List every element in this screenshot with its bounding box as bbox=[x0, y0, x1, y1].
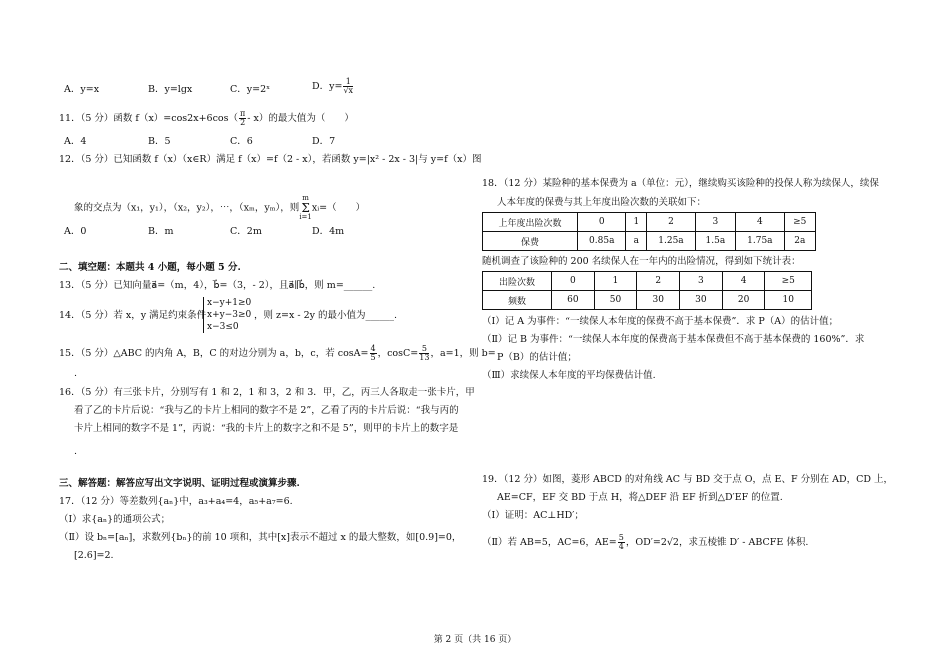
q11-option-a: A．4 bbox=[64, 136, 87, 147]
table-cell: 3 bbox=[695, 213, 735, 232]
table-row bbox=[483, 291, 812, 310]
table-cell: ≥5 bbox=[784, 213, 815, 232]
table-cell: 30 bbox=[680, 291, 723, 310]
q17-line2: （Ⅰ）求{aₙ}的通项公式； bbox=[59, 514, 171, 525]
table-cell: 20 bbox=[722, 291, 765, 310]
q14-constraint-3: x−3≤0 bbox=[207, 322, 239, 332]
q18-line1: 18．（12 分）某险种的基本保费为 a（单位：元），继续购买该险种的投保人称为续保人，续保 bbox=[482, 178, 879, 189]
q14-stem-post: ，则 z=x - 2y 的最小值为______. bbox=[254, 310, 398, 321]
table-cell: 0 bbox=[552, 272, 595, 291]
q19-line2: AE=CF，EF 交 BD 于点 H，将△DEF 沿 EF 折到△D′EF 的位置. bbox=[497, 492, 783, 503]
q14-constraint-2: x+y−3≥0 bbox=[207, 310, 252, 320]
table-cell: 4 bbox=[736, 213, 784, 232]
table-cell: 1.75a bbox=[736, 232, 784, 251]
table-cell: 2 bbox=[647, 213, 695, 232]
q18-line2: 人本年度的保费与其上年度出险次数的关联如下： bbox=[497, 197, 707, 208]
q12-option-b: B．m bbox=[148, 226, 174, 237]
table-cell: 0 bbox=[578, 213, 626, 232]
q18-line6: P（B）的估计值； bbox=[497, 352, 577, 363]
q19-line3: （Ⅰ）证明：AC⊥HD′； bbox=[482, 510, 584, 521]
q10-option-c: C．y=2ˣ bbox=[230, 84, 271, 95]
q19-line1: 19．（12 分）如图，菱形 ABCD 的对角线 AC 与 BD 交于点 O，点 E、F 分别在 AD，CD 上， bbox=[482, 474, 893, 485]
q10-option-d: D．y= $\frac{1}{√x}$ bbox=[312, 77, 354, 95]
q16-line3: 卡片上相同的数字不是 1”，丙说：“我的卡片上的数字之和不是 5”，则甲的卡片上的数字是 bbox=[74, 423, 459, 434]
q11-stem: 11．（5 分）函数 f（x）=cos2x+6cos（ $\frac{\pi}{2}$ - x）的最大值为（ ） bbox=[59, 109, 354, 127]
q18-line5: （Ⅱ）记 B 为事件：“一续保人本年度的保费高于基本保费但不高于基本保费的 160%”．求 bbox=[482, 334, 865, 345]
table-cell: a bbox=[626, 232, 647, 251]
table-cell: 保费 bbox=[483, 232, 578, 251]
q13-stem: 13．（5 分）已知向量a⃗=（m，4），b⃗=（3，- 2），且a⃗∥b⃗，则 m=______. bbox=[59, 280, 376, 291]
q14-stem-pre: 14．（5 分）若 x，y 满足约束条件 bbox=[59, 310, 207, 321]
table-cell: 0.85a bbox=[578, 232, 626, 251]
q12-option-d: D．4m bbox=[312, 226, 345, 237]
q16-line1: 16．（5 分）有三张卡片，分别写有 1 和 2，1 和 3，2 和 3．甲，乙，丙三人各取走一张卡片，甲 bbox=[59, 387, 475, 398]
q15-end: . bbox=[74, 368, 78, 379]
q18-line4: （Ⅰ）记 A 为事件：“一续保人本年度的保费不高于基本保费”．求 P（A）的估计值； bbox=[482, 316, 839, 327]
table-row bbox=[483, 232, 816, 251]
table-cell: 30 bbox=[637, 291, 680, 310]
table-cell: 上年度出险次数 bbox=[483, 213, 578, 232]
table-row bbox=[483, 272, 812, 291]
table-cell: 频数 bbox=[483, 291, 552, 310]
frequency-table bbox=[482, 271, 812, 310]
q18-line3: 随机调查了该险种的 200 名续保人在一年内的出险情况，得到如下统计表： bbox=[482, 256, 801, 267]
q16-line4: . bbox=[74, 446, 78, 457]
q17-line1: 17．（12 分）等差数列{aₙ}中，a₃+a₄=4，a₅+a₇=6. bbox=[59, 496, 293, 507]
table-cell: 2a bbox=[784, 232, 815, 251]
q10-option-a: A．y=x bbox=[64, 84, 100, 95]
q16-line2: 看了乙的卡片后说：“我与乙的卡片上相同的数字不是 2”，乙看了丙的卡片后说：“我与丙的 bbox=[74, 405, 459, 416]
table-cell: 4 bbox=[722, 272, 765, 291]
table-cell: 1 bbox=[626, 213, 647, 232]
table-cell: 1.25a bbox=[647, 232, 695, 251]
table-cell: 10 bbox=[765, 291, 812, 310]
table-cell: 2 bbox=[637, 272, 680, 291]
q18-line7: （Ⅲ）求续保人本年度的平均保费估计值. bbox=[482, 370, 656, 381]
q14-constraint-1: x−y+1≥0 bbox=[207, 298, 252, 308]
q12-line2: 象的交点为（x₁，y₁），（x₂，y₂），⋯，（xₘ，yₘ），则m Σ i=1xᵢ=（ ） bbox=[74, 194, 366, 221]
q19-line4: （Ⅱ）若 AB=5，AC=6，AE= $\frac{5}{4}$ ，OD′=2√2，求五棱锥 D′ - ABCFE 体积. bbox=[482, 533, 809, 551]
q12-line1: 12．（5 分）已知函数 f（x）（x∈R）满足 f（x）=f（2 - x），若函数 y=|x² - 2x - 3|与 y=f（x）图 bbox=[59, 154, 482, 165]
q17-line3: （Ⅱ）设 bₙ=[aₙ]，求数列{bₙ}的前 10 项和，其中[x]表示不超过 x 的最大整数，如[0.9]=0， bbox=[59, 532, 462, 543]
q11-option-b: B．5 bbox=[148, 136, 171, 147]
q15-stem: 15．（5 分）△ABC 的内角 A，B，C 的对边分别为 a，b，c，若 cosA= $\frac{4}{5}$ ，cosC= $\frac{5}{13}$ ，a=1，则 b= bbox=[59, 344, 496, 362]
table-cell: 1 bbox=[594, 272, 637, 291]
table-cell: 出险次数 bbox=[483, 272, 552, 291]
q10-option-b: B．y=lgx bbox=[148, 84, 193, 95]
premium-table bbox=[482, 212, 816, 251]
table-cell: 3 bbox=[680, 272, 723, 291]
page-footer: 第 2 页（共 16 页） bbox=[433, 635, 517, 645]
q12-option-a: A．0 bbox=[64, 226, 87, 237]
table-cell: 1.5a bbox=[695, 232, 735, 251]
q12-option-c: C．2m bbox=[230, 226, 262, 237]
q11-option-d: D．7 bbox=[312, 136, 336, 147]
table-cell: 50 bbox=[594, 291, 637, 310]
q11-option-c: C．6 bbox=[230, 136, 253, 147]
table-cell: 60 bbox=[552, 291, 595, 310]
table-cell: ≥5 bbox=[765, 272, 812, 291]
q14-constraints bbox=[203, 297, 251, 333]
section-solution-title: 三、解答题：解答应写出文字说明、证明过程或演算步骤. bbox=[59, 478, 300, 489]
section-fill-in-title: 二、填空题：本题共 4 小题，每小题 5 分. bbox=[59, 262, 241, 273]
q17-line4: [2.6]=2. bbox=[74, 550, 114, 561]
table-row bbox=[483, 213, 816, 232]
